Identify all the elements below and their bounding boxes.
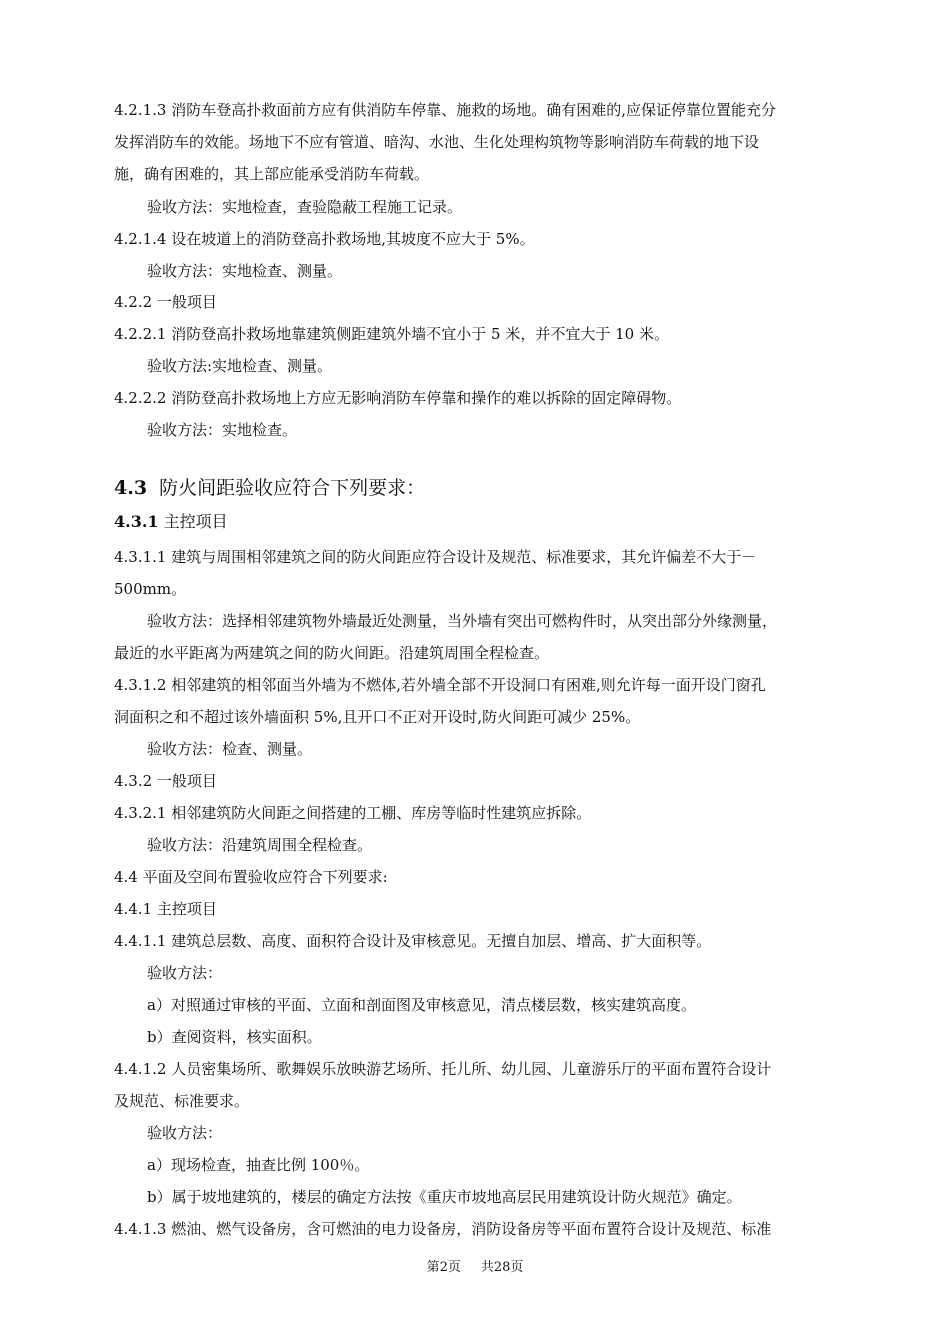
method-4-4-1-1-item-b: b）查阅资料，核实面积。	[147, 1028, 322, 1046]
clause-4-3-2-1: 4.3.2.1 相邻建筑防火间距之间搭建的工棚、库房等临时性建筑应拆除。	[114, 804, 592, 822]
section-number: 4.3	[114, 477, 148, 499]
method-4-3-1-2: 验收方法：检查、测量。	[147, 740, 313, 758]
clause-4-3-1-1-line-2: 500mm。	[114, 580, 187, 598]
clause-4-2-2-2: 4.2.2.2 消防登高扑救场地上方应无影响消防车停靠和操作的难以拆除的固定障碍物。	[114, 389, 682, 407]
page-total: 共28页	[480, 1260, 524, 1275]
subsection-number: 4.3.1	[114, 512, 159, 531]
page-footer	[0, 1259, 950, 1277]
clause-4-4-1-1: 4.4.1.1 建筑总层数、高度、面积符合设计及审核意见。无擅自加层、增高、扩大面积等。	[114, 932, 712, 950]
clause-4-2-2-1: 4.2.2.1 消防登高扑救场地靠建筑侧距建筑外墙不宜小于 5 米，并不宜大于 10 米。	[114, 325, 669, 343]
method-4-4-1-1-item-a: a）对照通过审核的平面、立面和剖面图及审核意见，清点楼层数，核实建筑高度。	[147, 996, 696, 1014]
subsection-heading-4-3-1	[114, 511, 840, 533]
clause-4-2-1-4: 4.2.1.4 设在坡道上的消防登高扑救场地,其坡度不应大于 5%。	[114, 230, 535, 248]
method-4-4-1-2-item-b: b）属于坡地建筑的，楼层的确定方法按《重庆市坡地高层民用建筑设计防火规范》确定。	[147, 1188, 742, 1206]
method-4-4-1-1-label: 验收方法：	[147, 964, 223, 982]
clause-4-2-1-3-line-1: 4.2.1.3 消防车登高扑救面前方应有供消防车停靠、施救的场地。确有困难的,应保证停靠位置能充分	[114, 101, 777, 119]
clause-4-4-1-3: 4.4.1.3 燃油、燃气设备房，含可燃油的电力设备房，消防设备房等平面布置符合设计及规范、标准	[114, 1220, 772, 1238]
section-title: 防火间距验收应符合下列要求：	[159, 477, 426, 499]
page-number: 第2页	[426, 1260, 461, 1275]
method-4-4-1-2-label: 验收方法：	[147, 1124, 223, 1142]
section-heading-4-3	[114, 476, 840, 500]
method-4-3-2-1: 验收方法：沿建筑周围全程检查。	[147, 836, 373, 854]
clause-4-3-1-2-line-1: 4.3.1.2 相邻建筑的相邻面当外墙为不燃体,若外墙全部不开设洞口有困难,则允许每一面开设门窗孔	[114, 676, 766, 694]
heading-4-4-1: 4.4.1 主控项目	[114, 900, 217, 918]
clause-4-4-1-2-line-1: 4.4.1.2 人员密集场所、歌舞娱乐放映游艺场所、托儿所、幼儿园、儿童游乐厅的平面布置符合设计	[114, 1060, 772, 1078]
method-4-3-1-1-line-1: 验收方法：选择相邻建筑物外墙最近处测量，当外墙有突出可燃构件时，从突出部分外缘测量，	[147, 612, 778, 630]
method-4-2-1-3: 验收方法：实地检查，查验隐蔽工程施工记录。	[147, 198, 463, 216]
method-4-3-1-1-line-2: 最近的水平距离为两建筑之间的防火间距。沿建筑周围全程检查。	[114, 644, 550, 662]
method-4-2-2-1: 验收方法:实地检查、测量。	[147, 357, 333, 375]
method-4-2-1-4: 验收方法：实地检查、测量。	[147, 262, 343, 280]
clause-4-3-1-2-line-2: 洞面积之和不超过该外墙面积 5%,且开口不正对开设时,防火间距可减少 25%。	[114, 708, 641, 726]
subsection-title: 主控项目	[163, 512, 228, 531]
method-4-2-2-2: 验收方法：实地检查。	[147, 421, 298, 439]
clause-4-2-1-3-line-3: 施，确有困难的，其上部应能承受消防车荷载。	[114, 165, 430, 183]
heading-4-4: 4.4 平面及空间布置验收应符合下列要求:	[114, 868, 388, 886]
clause-4-2-1-3-line-2: 发挥消防车的效能。场地下不应有管道、暗沟、水池、生化处理构筑物等影响消防车荷载的地下设	[114, 133, 760, 151]
heading-4-3-2: 4.3.2 一般项目	[114, 772, 217, 790]
clause-4-3-1-1-line-1: 4.3.1.1 建筑与周围相邻建筑之间的防火间距应符合设计及规范、标准要求，其允许偏差不大于－	[114, 548, 757, 566]
clause-4-4-1-2-line-2: 及规范、标准要求。	[114, 1092, 250, 1110]
heading-4-2-2: 4.2.2 一般项目	[114, 293, 217, 311]
method-4-4-1-2-item-a: a）现场检查，抽查比例 100％。	[147, 1156, 370, 1174]
